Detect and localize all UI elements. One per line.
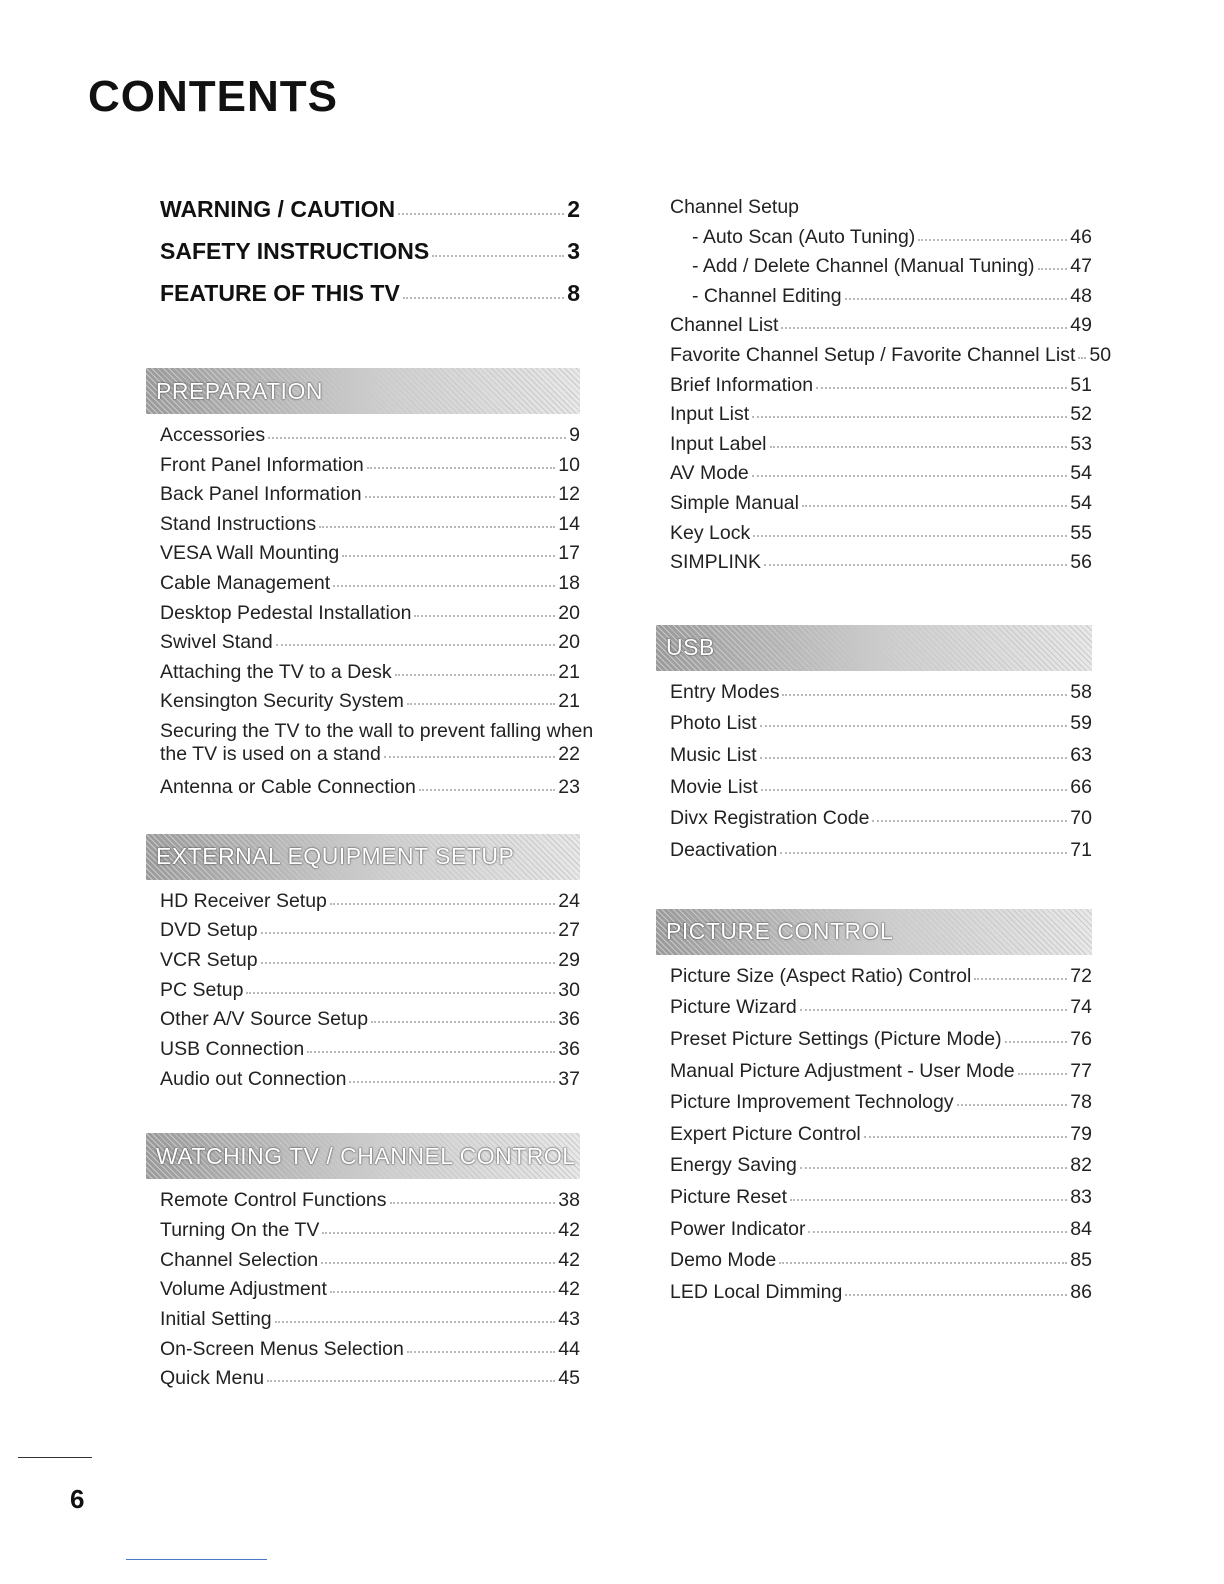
toc-entry-page: 20 xyxy=(558,601,580,624)
toc-entry-page: 47 xyxy=(1070,255,1092,278)
toc-entry[interactable] xyxy=(160,1338,580,1368)
toc-entry-page: 58 xyxy=(1070,680,1092,703)
toc-entry[interactable] xyxy=(160,1308,580,1338)
toc-entry-label: Picture Size (Aspect Ratio) Control xyxy=(670,964,972,987)
dot-leader xyxy=(398,212,564,215)
toc-entry-page: 17 xyxy=(558,542,580,565)
toc-entry-wrapped[interactable] xyxy=(160,719,594,776)
toc-entry-page: 14 xyxy=(558,512,580,535)
dot-leader xyxy=(974,977,1067,980)
dot-leader xyxy=(330,902,555,905)
toc-entry-label: Channel Selection xyxy=(160,1248,319,1271)
section-header-watching-tv-channel-control: WATCHING TV / CHANNEL CONTROL xyxy=(146,1133,580,1179)
toc-entry[interactable] xyxy=(670,1091,1092,1123)
dot-leader xyxy=(371,1020,555,1023)
section-header-external-equipment-setup: EXTERNAL EQUIPMENT SETUP xyxy=(146,834,580,880)
toc-entry-label: Turning On the TV xyxy=(160,1219,320,1242)
toc-entry-label: Remote Control Functions xyxy=(160,1189,387,1212)
dot-leader xyxy=(780,851,1067,854)
toc-entry[interactable] xyxy=(160,690,580,720)
toc-entry[interactable] xyxy=(670,839,1092,871)
dot-leader xyxy=(782,693,1067,696)
toc-entry[interactable] xyxy=(670,681,1092,713)
dot-leader xyxy=(764,563,1067,566)
section-header-preparation: PREPARATION xyxy=(146,368,580,414)
toc-entry-page: 53 xyxy=(1070,432,1092,455)
toc-entry-page: 71 xyxy=(1070,839,1092,862)
toc-entry-page: 29 xyxy=(558,948,580,971)
toc-entry-page: 54 xyxy=(1070,462,1092,485)
toc-entry-label: VESA Wall Mounting xyxy=(160,542,340,565)
toc-entry[interactable] xyxy=(160,1189,580,1219)
toc-entry-page: 38 xyxy=(558,1189,580,1212)
toc-entry-label: Picture Wizard xyxy=(670,996,797,1019)
dot-leader xyxy=(781,326,1067,329)
dot-leader xyxy=(816,386,1067,389)
dot-leader xyxy=(845,297,1068,300)
toc-entry[interactable] xyxy=(670,807,1092,839)
toc-entry[interactable] xyxy=(670,551,1092,581)
toc-entry[interactable] xyxy=(160,454,580,484)
toc-entry-label: Audio out Connection xyxy=(160,1067,347,1090)
toc-entry-page: 63 xyxy=(1070,744,1092,767)
dot-leader xyxy=(1038,267,1068,270)
toc-entry[interactable] xyxy=(670,403,1092,433)
toc-entry-label-line1: Securing the TV to the wall to prevent falling when xyxy=(160,719,594,742)
toc-entry-page: 9 xyxy=(569,424,580,446)
section-header-usb: USB xyxy=(656,625,1092,671)
toc-entry[interactable] xyxy=(160,1038,580,1068)
toc-entry-label: Kensington Security System xyxy=(160,690,404,713)
toc-entry-warning-caution[interactable] xyxy=(160,196,580,238)
toc-entry-label: Desktop Pedestal Installation xyxy=(160,601,412,624)
toc-entry[interactable] xyxy=(160,1219,580,1249)
toc-entry-page: 78 xyxy=(1070,1091,1092,1114)
dot-leader xyxy=(761,788,1068,791)
toc-entry-label: Channel Setup xyxy=(670,196,800,218)
dot-leader xyxy=(330,1290,555,1293)
toc-entry[interactable] xyxy=(160,979,580,1009)
toc-entry-page: 42 xyxy=(558,1248,580,1271)
toc-entry-page: 12 xyxy=(558,483,580,506)
toc-entry-page: 70 xyxy=(1070,807,1092,830)
toc-entry[interactable] xyxy=(670,744,1092,776)
toc-entry-page: 43 xyxy=(558,1308,580,1331)
toc-entry-page: 22 xyxy=(558,742,580,765)
toc-entry-label: Other A/V Source Setup xyxy=(160,1008,369,1031)
dot-leader xyxy=(419,788,555,791)
toc-entry-page: 50 xyxy=(1089,343,1112,366)
toc-entry-label: Deactivation xyxy=(670,839,778,862)
toc-entry[interactable] xyxy=(670,712,1092,744)
toc-entry-page: 52 xyxy=(1070,403,1092,426)
dot-leader xyxy=(802,504,1067,507)
toc-entry-page: 24 xyxy=(558,889,580,912)
toc-entry[interactable] xyxy=(670,343,1112,374)
dot-leader xyxy=(322,1231,555,1234)
toc-entry[interactable] xyxy=(160,424,580,454)
page-title: CONTENTS xyxy=(88,72,338,121)
toc-entry-label: Expert Picture Control xyxy=(670,1122,861,1145)
toc-entry-label: - Channel Editing xyxy=(692,284,842,307)
toc-entry-label: SAFETY INSTRUCTIONS xyxy=(160,238,430,264)
major-entries xyxy=(160,196,580,322)
toc-entry-page: 36 xyxy=(558,1037,580,1060)
dot-leader xyxy=(752,474,1068,477)
dot-leader xyxy=(384,755,556,758)
toc-entry[interactable] xyxy=(670,314,1092,344)
toc-entry-label: Demo Mode xyxy=(670,1249,777,1272)
toc-entry-page: 30 xyxy=(558,978,580,1001)
toc-entry-page: 59 xyxy=(1070,712,1092,735)
toc-entry-label: Swivel Stand xyxy=(160,631,273,654)
toc-entry-label: Simple Manual xyxy=(670,491,799,514)
toc-entry-label-line2: the TV is used on a stand xyxy=(160,742,381,765)
toc-entry-page: 3 xyxy=(567,238,580,264)
toc-entry-page: 45 xyxy=(558,1367,580,1390)
toc-entry-label: WARNING / CAUTION xyxy=(160,196,396,222)
toc-entry[interactable] xyxy=(670,1123,1092,1155)
dot-leader xyxy=(407,1350,555,1353)
toc-entry-page: 8 xyxy=(567,280,580,306)
toc-entry[interactable] xyxy=(670,1249,1092,1281)
toc-entry-label: Input Label xyxy=(670,432,767,455)
dot-leader xyxy=(760,756,1068,759)
toc-entry[interactable] xyxy=(670,492,1092,522)
toc-entry-page: 21 xyxy=(558,690,580,713)
toc-entry[interactable] xyxy=(160,1249,580,1279)
toc-entry-page: 49 xyxy=(1070,314,1092,337)
toc-entry[interactable] xyxy=(160,1278,580,1308)
dot-leader xyxy=(760,724,1068,727)
toc-right-column xyxy=(666,196,1112,1312)
toc-entry-label: Picture Reset xyxy=(670,1186,788,1208)
section-list-channel xyxy=(670,196,1112,581)
toc-entry-page: 20 xyxy=(558,631,580,654)
dot-leader xyxy=(864,1135,1068,1138)
toc-entry-page: 48 xyxy=(1070,284,1092,307)
toc-entry[interactable] xyxy=(670,1218,1092,1250)
toc-entry[interactable] xyxy=(670,996,1092,1028)
toc-entry-label: HD Receiver Setup xyxy=(160,889,327,912)
toc-entry-page: 55 xyxy=(1070,521,1092,544)
dot-leader xyxy=(395,673,556,676)
toc-subentry[interactable] xyxy=(670,226,1092,256)
toc-entry-page: 18 xyxy=(558,571,580,594)
toc-entry[interactable] xyxy=(160,1068,580,1098)
section-list-preparation xyxy=(160,424,594,806)
toc-entry[interactable] xyxy=(670,374,1092,404)
toc-entry-label: FEATURE OF THIS TV xyxy=(160,280,400,306)
toc-entry-page: 51 xyxy=(1070,373,1092,396)
toc-left-column xyxy=(156,196,594,1397)
toc-entry-label: Brief Information xyxy=(670,373,814,396)
dot-leader xyxy=(307,1050,555,1053)
toc-entry-page: 21 xyxy=(558,660,580,683)
toc-entry[interactable] xyxy=(160,513,580,543)
toc-entry-page: 46 xyxy=(1070,225,1092,248)
toc-entry-page: 2 xyxy=(567,196,580,222)
toc-entry-label: Movie List xyxy=(670,775,758,798)
dot-leader xyxy=(872,819,1067,822)
dot-leader xyxy=(261,961,556,964)
dot-leader xyxy=(267,1379,555,1382)
toc-entry-label: Quick Menu xyxy=(160,1367,265,1390)
toc-entry-page: 77 xyxy=(1070,1059,1092,1082)
toc-entry[interactable] xyxy=(670,965,1092,997)
section-list-usb xyxy=(670,681,1092,871)
dot-leader xyxy=(800,1008,1068,1011)
toc-entry-page: 10 xyxy=(558,453,580,476)
dot-leader xyxy=(321,1261,555,1264)
dot-leader xyxy=(752,415,1067,418)
dot-leader xyxy=(275,1320,556,1323)
toc-entry-channel-setup[interactable] xyxy=(670,196,1092,226)
section-header-picture-control: PICTURE CONTROL xyxy=(656,909,1092,955)
section-list-external xyxy=(160,890,580,1098)
toc-entry-label: Entry Modes xyxy=(670,680,780,703)
toc-entry-page: 44 xyxy=(558,1337,580,1360)
toc-entry-label: USB Connection xyxy=(160,1037,305,1060)
bottom-link-underline xyxy=(126,1559,267,1560)
toc-entry-page: 37 xyxy=(558,1067,580,1090)
toc-entry-label: PC Setup xyxy=(160,978,244,1001)
toc-entry[interactable] xyxy=(160,1367,580,1397)
toc-entry-page: 83 xyxy=(1070,1186,1092,1208)
toc-entry-label: Cable Management xyxy=(160,571,331,594)
toc-entry-page: 84 xyxy=(1070,1217,1092,1240)
toc-entry-label: Favorite Channel Setup / Favorite Channel List xyxy=(670,343,1076,366)
dot-leader xyxy=(342,554,555,557)
dot-leader xyxy=(367,466,556,469)
toc-entry-label: Manual Picture Adjustment - User Mode xyxy=(670,1059,1015,1082)
dot-leader xyxy=(432,254,564,257)
dot-leader xyxy=(365,495,556,498)
toc-entry[interactable] xyxy=(160,890,580,920)
toc-entry[interactable] xyxy=(670,776,1092,808)
toc-entry-label: Input List xyxy=(670,403,750,426)
toc-entry-page: 27 xyxy=(558,919,580,942)
dot-leader xyxy=(276,643,556,646)
toc-entry[interactable] xyxy=(160,776,580,806)
section-list-watching xyxy=(160,1189,580,1397)
toc-entry-page: 85 xyxy=(1070,1249,1092,1272)
toc-entry[interactable] xyxy=(670,522,1092,552)
toc-entry-page: 42 xyxy=(558,1278,580,1301)
toc-entry-page: 23 xyxy=(558,775,580,798)
dot-leader xyxy=(407,702,555,705)
toc-entry[interactable] xyxy=(670,1154,1092,1186)
toc-entry-label: Picture Improvement Technology xyxy=(670,1091,954,1114)
toc-entry[interactable] xyxy=(160,949,580,979)
toc-entry[interactable] xyxy=(670,1281,1092,1313)
dot-leader xyxy=(349,1080,555,1083)
section-list-picture xyxy=(670,965,1092,1313)
toc-entry-page: 79 xyxy=(1070,1122,1092,1145)
toc-entry-label: Stand Instructions xyxy=(160,512,317,535)
toc-entry-page: 86 xyxy=(1070,1280,1092,1303)
toc-entry-label: Divx Registration Code xyxy=(670,807,870,830)
toc-entry-label: LED Local Dimming xyxy=(670,1280,843,1303)
toc-entry[interactable] xyxy=(670,433,1092,463)
dot-leader xyxy=(246,991,555,994)
dot-leader xyxy=(790,1198,1067,1201)
dot-leader xyxy=(333,584,555,587)
footer-rule xyxy=(18,1457,92,1458)
toc-entry-page: 36 xyxy=(558,1008,580,1031)
toc-entry-page: 74 xyxy=(1070,996,1092,1019)
dot-leader xyxy=(845,1293,1067,1296)
dot-leader xyxy=(1078,356,1086,359)
toc-entry-label: VCR Setup xyxy=(160,948,258,971)
toc-entry-label: Preset Picture Settings (Picture Mode) xyxy=(670,1028,1002,1051)
toc-entry-label: Power Indicator xyxy=(670,1217,806,1240)
toc-entry-label: Channel List xyxy=(670,314,779,337)
toc-entry-label: Front Panel Information xyxy=(160,453,364,476)
toc-entry-label: Accessories xyxy=(160,424,266,446)
dot-leader xyxy=(261,931,556,934)
dot-leader xyxy=(390,1201,556,1204)
toc-subentry[interactable] xyxy=(670,255,1092,285)
toc-entry-page: 66 xyxy=(1070,775,1092,798)
toc-entry-label: Back Panel Information xyxy=(160,483,362,506)
toc-entry[interactable] xyxy=(670,462,1092,492)
toc-entry-label: AV Mode xyxy=(670,462,749,485)
toc-entry-label: - Auto Scan (Auto Tuning) xyxy=(692,225,916,248)
toc-entry-label: Energy Saving xyxy=(670,1154,797,1177)
toc-entry[interactable] xyxy=(160,919,580,949)
toc-entry[interactable] xyxy=(160,483,580,513)
toc-entry-page: 56 xyxy=(1070,551,1092,574)
toc-entry[interactable] xyxy=(670,1186,1092,1218)
toc-entry-label: DVD Setup xyxy=(160,919,258,942)
dot-leader xyxy=(770,445,1068,448)
toc-entry-label: Antenna or Cable Connection xyxy=(160,775,416,798)
toc-entry-label: Music List xyxy=(670,744,757,767)
dot-leader xyxy=(957,1103,1068,1106)
toc-entry-label: On-Screen Menus Selection xyxy=(160,1337,404,1360)
toc-entry-label: SIMPLINK xyxy=(670,551,762,574)
toc-entry-page: 54 xyxy=(1070,491,1092,514)
page-number: 6 xyxy=(70,1484,85,1514)
toc-entry[interactable] xyxy=(160,572,580,602)
dot-leader xyxy=(1018,1072,1068,1075)
toc-entry[interactable] xyxy=(160,661,580,691)
toc-entry-page: 82 xyxy=(1070,1154,1092,1177)
toc-entry[interactable] xyxy=(160,631,580,661)
toc-entry-page: 76 xyxy=(1070,1028,1092,1051)
toc-entry[interactable] xyxy=(670,1028,1092,1060)
toc-entry[interactable] xyxy=(160,602,580,632)
toc-entry[interactable] xyxy=(160,542,580,572)
toc-entry-page: 42 xyxy=(558,1219,580,1242)
toc-entry-label: Attaching the TV to a Desk xyxy=(160,660,392,683)
dot-leader xyxy=(918,238,1067,241)
dot-leader xyxy=(779,1261,1067,1264)
toc-entry-label: Photo List xyxy=(670,712,757,735)
toc-entry[interactable] xyxy=(160,1008,580,1038)
dot-leader xyxy=(268,436,566,439)
toc-entry-safety-instructions[interactable] xyxy=(160,238,580,280)
toc-entry-label: Initial Setting xyxy=(160,1308,272,1331)
dot-leader xyxy=(414,614,555,617)
toc-entry[interactable] xyxy=(670,1060,1092,1092)
toc-entry-label: Volume Adjustment xyxy=(160,1278,327,1301)
dot-leader xyxy=(319,525,555,528)
dot-leader xyxy=(800,1166,1067,1169)
dot-leader xyxy=(753,534,1067,537)
toc-subentry[interactable] xyxy=(670,285,1092,315)
dot-leader xyxy=(1005,1040,1068,1043)
toc-entry-label: Key Lock xyxy=(670,521,751,544)
toc-entry-label: - Add / Delete Channel (Manual Tuning) xyxy=(692,255,1035,278)
dot-leader xyxy=(403,296,564,299)
toc-entry-feature-of-this-tv[interactable] xyxy=(160,280,580,322)
toc-entry-page: 72 xyxy=(1070,964,1092,987)
dot-leader xyxy=(808,1230,1067,1233)
